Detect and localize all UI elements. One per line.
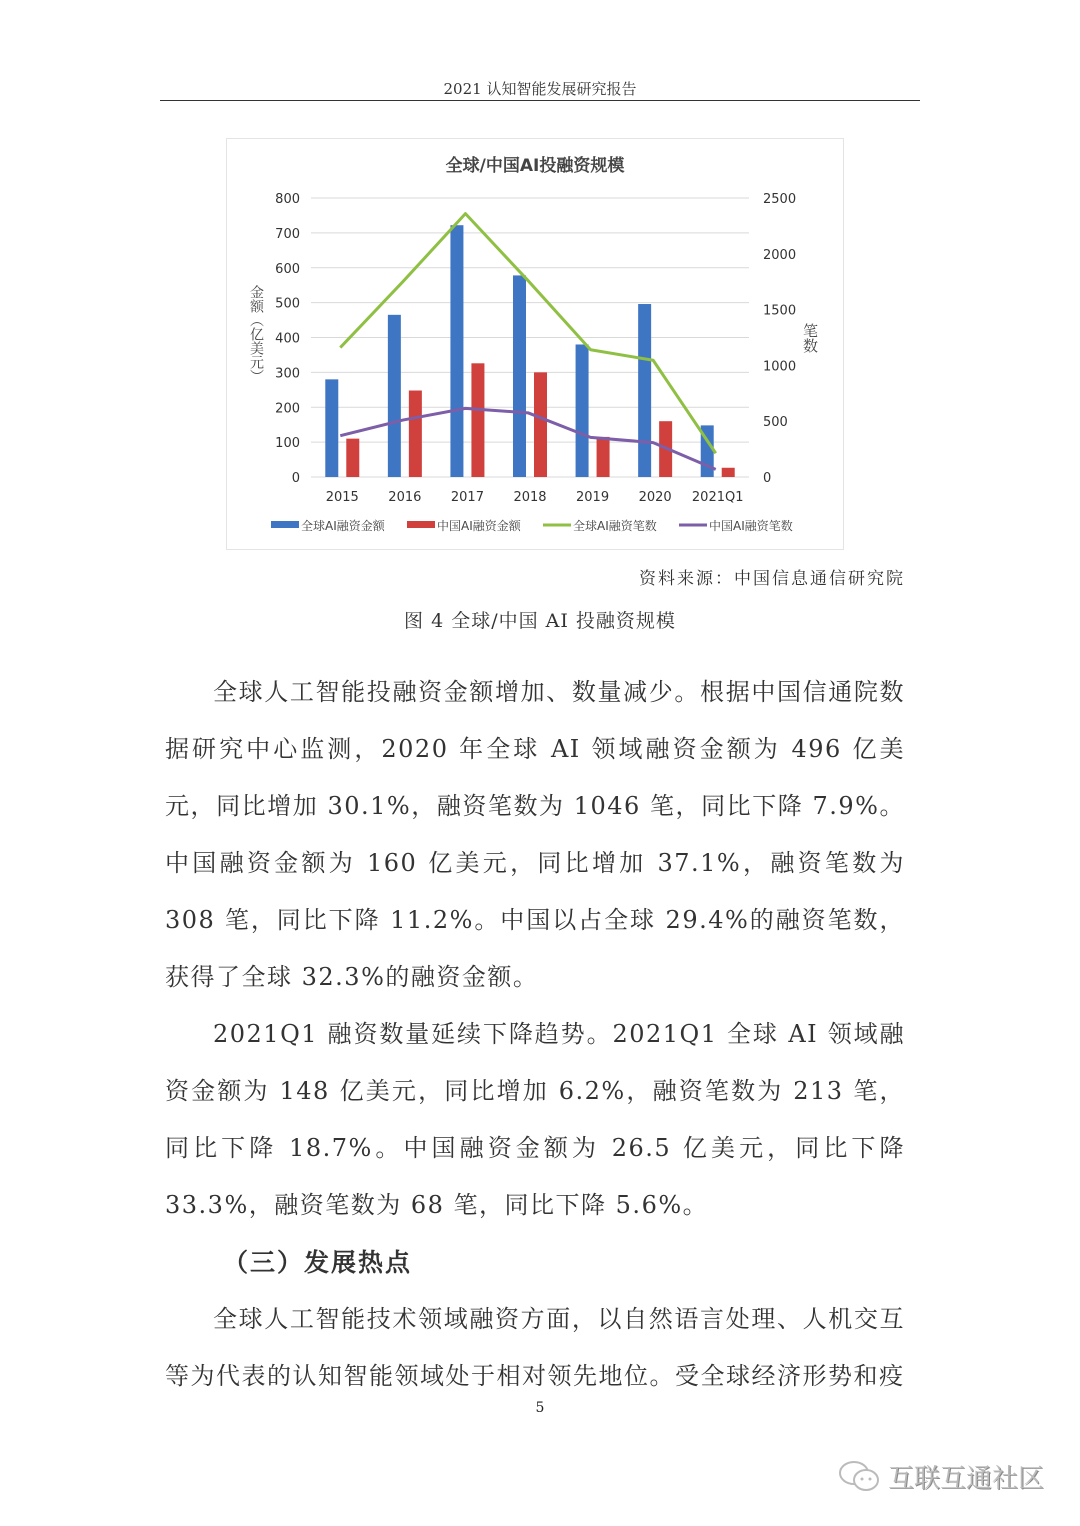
x-tick-label: 2019 bbox=[576, 490, 610, 505]
x-tick-label: 2017 bbox=[450, 490, 484, 505]
paragraph-1: 全球人工智能投融资金额增加、数量减少。根据中国信通院数据研究中心监测，2020 年全球 AI 领域融资金额为 496 亿美元，同比增加 30.1%，融资笔数为 1046 笔，同比下降 7.9%。中国融资金额为 160 亿美元，同比增加 37.1%，融资笔数为 308 笔，同比下降 11.2%。中国以占全球 29.4%的融资笔数，获得了全球 32.3%的融资金额。 bbox=[165, 678, 905, 991]
y2-tick-label: 0 bbox=[763, 471, 772, 486]
bar-global-amount bbox=[513, 275, 526, 477]
bar-china-amount bbox=[346, 439, 359, 477]
running-header: 2021 认知智能发展研究报告 bbox=[443, 80, 637, 98]
figure-source: 资料来源：中国信息通信研究院 bbox=[639, 569, 905, 589]
legend-label: 中国AI融资金额 bbox=[437, 519, 521, 533]
figure-caption: 图 4 全球/中国 AI 投融资规模 bbox=[404, 610, 676, 632]
page-number: 5 bbox=[535, 1400, 545, 1416]
bar-china-amount bbox=[534, 372, 547, 477]
watermark bbox=[838, 1458, 1044, 1495]
legend-label: 全球AI融资笔数 bbox=[573, 519, 657, 533]
header-divider bbox=[160, 100, 920, 101]
y-tick-label: 600 bbox=[275, 261, 300, 277]
chart-svg bbox=[227, 139, 843, 549]
bar-china-amount bbox=[471, 363, 484, 477]
y-tick-label: 100 bbox=[275, 436, 300, 452]
y-tick-label: 400 bbox=[275, 331, 300, 347]
legend-swatch bbox=[407, 521, 435, 528]
watermark-text: 互联互通社区 bbox=[888, 1464, 1045, 1494]
x-tick-label: 2018 bbox=[513, 490, 547, 505]
bar-global-amount bbox=[576, 344, 589, 477]
y2-tick-label: 1000 bbox=[763, 359, 797, 375]
legend-swatch bbox=[271, 521, 299, 528]
body-text bbox=[165, 664, 905, 1405]
y-tick-label: 200 bbox=[275, 401, 300, 417]
chart-title: 全球/中国AI投融资规模 bbox=[445, 156, 625, 176]
legend-label: 全球AI融资金额 bbox=[301, 519, 385, 533]
x-tick-label: 2015 bbox=[325, 490, 359, 505]
figure-chart bbox=[226, 138, 844, 550]
bar-china-amount bbox=[597, 437, 610, 477]
bar-global-amount bbox=[638, 304, 651, 477]
x-tick-label: 2021Q1 bbox=[691, 490, 744, 505]
wechat-icon bbox=[838, 1460, 882, 1494]
y-tick-label: 0 bbox=[291, 471, 300, 486]
y-tick-label: 800 bbox=[275, 192, 300, 207]
legend-label: 中国AI融资笔数 bbox=[709, 519, 793, 533]
y-tick-label: 300 bbox=[275, 366, 300, 382]
x-tick-label: 2016 bbox=[388, 490, 422, 505]
y2-axis-label: 笔数 bbox=[801, 323, 819, 353]
bar-china-amount bbox=[409, 391, 422, 477]
y2-tick-label: 500 bbox=[763, 415, 788, 431]
bar-global-amount bbox=[388, 315, 401, 477]
bar-global-amount bbox=[450, 225, 463, 477]
x-tick-label: 2020 bbox=[638, 490, 672, 505]
bar-china-amount bbox=[722, 468, 735, 477]
y2-tick-label: 2000 bbox=[763, 247, 797, 263]
y-axis-label: 金额（亿美元） bbox=[248, 285, 264, 383]
section-heading: （三）发展热点 bbox=[223, 1248, 413, 1277]
y-tick-label: 500 bbox=[275, 296, 300, 312]
paragraph-3: 全球人工智能技术领域融资方面，以自然语言处理、人机交互等为代表的认知智能领域处于相对领先地位。受全球经济形势和疫 bbox=[165, 1305, 905, 1390]
y2-tick-label: 1500 bbox=[763, 303, 797, 319]
y2-tick-label: 2500 bbox=[763, 192, 797, 207]
paragraph-2: 2021Q1 融资数量延续下降趋势。2021Q1 全球 AI 领域融资金额为 148 亿美元，同比增加 6.2%，融资笔数为 213 笔，同比下降 18.7%。中国融资金额为 26.5 亿美元，同比下降 33.3%，融资笔数为 68 笔，同比下降 5.6%。 bbox=[165, 1020, 905, 1219]
bar-global-amount bbox=[325, 379, 338, 477]
y-tick-label: 700 bbox=[275, 226, 300, 242]
